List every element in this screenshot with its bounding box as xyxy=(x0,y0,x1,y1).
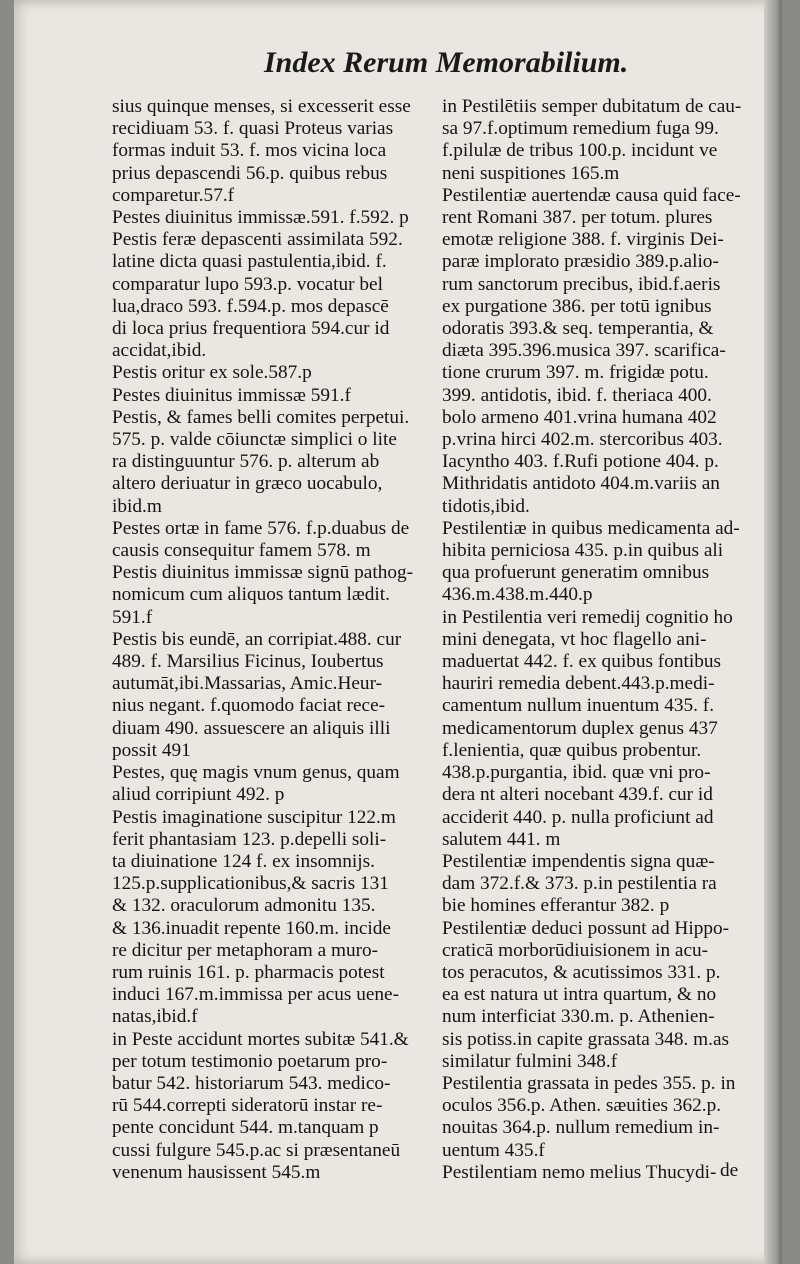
index-entry-line: rū 544.correpti sideratorū instar re- xyxy=(112,1095,383,1117)
index-entry-line: Pestes ortæ in fame 576. f.p.duabus de xyxy=(112,517,410,539)
index-entry-line: 575. p. valde cōiunctæ simplici o lite xyxy=(112,429,397,451)
index-entry-line: Mithridatis antidoto 404.m.variis an xyxy=(442,473,720,495)
index-entry-line: 438.p.purgantia, ibid. quæ vni pro- xyxy=(442,762,711,784)
index-entry-line: 436.m.438.m.440.p xyxy=(442,584,593,606)
index-entry-line: Pestis, & fames belli comites perpetui. xyxy=(112,406,410,428)
index-entry-line: bolo armeno 401.vrina humana 402 xyxy=(442,406,717,428)
index-entry-line: pente concidunt 544. m.tanquam p xyxy=(112,1117,379,1139)
index-entry-line: rum sanctorum precibus, ibid.f.aeris xyxy=(442,273,721,295)
index-entry-line: hauriri remedia debent.443.p.medi- xyxy=(442,673,715,695)
index-entry-line: ex purgatione 386. per totū ignibus xyxy=(442,295,712,317)
page xyxy=(14,0,782,1264)
index-entry-line: Pestilentiæ deduci possunt ad Hippo- xyxy=(442,917,730,939)
index-entry-line: 591.f xyxy=(112,606,153,628)
index-entry-line: lua,draco 593. f.594.p. mos depascē xyxy=(112,295,389,317)
index-entry-line: maduertat 442. f. ex quibus fontibus xyxy=(442,651,721,673)
index-entry-line: rent Romani 387. per totum. plures xyxy=(442,207,713,229)
index-entry-line: tione crurum 397. m. frigidæ potu. xyxy=(442,362,709,384)
index-entry-line: prius depascendi 56.p. quibus rebus xyxy=(112,162,388,184)
index-entry xyxy=(442,918,776,1073)
index-entry-line: possit 491 xyxy=(112,739,191,761)
index-entry-line: nius negant. f.quomodo faciat rece- xyxy=(112,695,386,717)
index-entry-line: accidat,ibid. xyxy=(112,340,207,362)
index-entry xyxy=(112,629,430,762)
index-entry-line: Pestis bis eundē, an corripiat.488. cur xyxy=(112,628,402,650)
index-entry-line: p.vrina hirci 402.m. stercoribus 403. xyxy=(442,429,723,451)
index-entry-line: diuam 490. assuescere an aliquis illi xyxy=(112,717,391,739)
index-entry-line: num interficiat 330.m. p. Athenien- xyxy=(442,1006,715,1028)
index-entry-line: hibita perniciosa 435. p.in quibus ali xyxy=(442,540,724,562)
index-entry xyxy=(112,807,430,1029)
index-entry-line: tidotis,ibid. xyxy=(442,495,530,517)
index-entry-line: acciderit 440. p. nulla proficiunt ad xyxy=(442,806,714,828)
index-entry-line: sis potiss.in capite grassata 348. m.as xyxy=(442,1028,730,1050)
index-entry-line: emotæ religione 388. f. virginis Dei- xyxy=(442,229,724,251)
index-entry xyxy=(442,185,776,518)
index-entry-line: f.pilulæ de tribus 100.p. incidunt ve xyxy=(442,140,718,162)
index-entry-line: per totum testimonio poetarum pro- xyxy=(112,1050,388,1072)
index-entry-line: ta diuinatione 124 f. ex insomnijs. xyxy=(112,850,375,872)
index-entry xyxy=(112,562,430,629)
index-entry-line: camentum nullum inuentum 435. f. xyxy=(442,695,715,717)
index-entry-line: f.lenientia, quæ quibus probentur. xyxy=(442,739,702,761)
index-entry-line: natas,ibid.f xyxy=(112,1006,198,1028)
index-entry-line: & 136.inuadit repente 160.m. incide xyxy=(112,917,391,939)
index-entry-line: Pestilentiam nemo melius Thucydi- xyxy=(442,1161,717,1183)
index-entry-line: dam 372.f.& 373. p.in pestilentia ra xyxy=(442,873,717,895)
index-entry-line: paræ implorato præsidio 389.p.alio- xyxy=(442,251,719,273)
index-entry xyxy=(442,607,776,851)
index-entry-line: Pestilentiæ auertendæ causa quid face- xyxy=(442,184,741,206)
index-entry-line: ibid.m xyxy=(112,495,162,517)
index-entry xyxy=(112,229,430,362)
index-entry-line: mini denegata, vt hoc flagello ani- xyxy=(442,628,707,650)
index-entry-line: comparatur lupo 593.p. vocatur bel xyxy=(112,273,383,295)
index-entry-line: venenum hausissent 545.m xyxy=(112,1161,321,1183)
index-entry-line: recidiuam 53. f. quasi Proteus varias xyxy=(112,118,394,140)
running-header: Index Rerum Memorabilium. xyxy=(264,46,629,79)
index-entry-line: batur 542. historiarum 543. medico- xyxy=(112,1072,391,1094)
index-entry-line: latine dicta quasi pastulentia,ibid. f. xyxy=(112,251,387,273)
index-entry-line: dera nt alteri nocebant 439.f. cur id xyxy=(442,784,713,806)
index-entry-line: autumāt,ibi.Massarias, Amic.Heur- xyxy=(112,673,383,695)
index-entry-line: Pestis diuinitus immissæ signū pathog- xyxy=(112,562,414,584)
index-entry-line: rum ruinis 161. p. pharmacis potest xyxy=(112,961,385,983)
index-entry xyxy=(112,96,430,207)
index-entry-line: similatur fulmini 348.f xyxy=(442,1050,618,1072)
index-entry-line: Pestis oritur ex sole.587.p xyxy=(112,362,312,384)
index-entry-line: causis consequitur famem 578. m xyxy=(112,540,371,562)
index-entry-line: altero deriuatur in græco uocabulo, xyxy=(112,473,383,495)
index-entry-line: nouitas 364.p. nullum remedium in- xyxy=(442,1117,720,1139)
index-entry-line: tos peracutos, & acutissimos 331. p. xyxy=(442,961,721,983)
index-entry-line: qua profuerunt generatim omnibus xyxy=(442,562,710,584)
index-entry-line: ra distinguuntur 576. p. alterum ab xyxy=(112,451,380,473)
index-entry-line: in Pestilētiis semper dubitatum de cau- xyxy=(442,96,742,117)
index-entry-line: di loca prius frequentiora 594.cur id xyxy=(112,318,390,340)
index-entry xyxy=(112,762,430,806)
index-entry-line: cussi fulgure 545.p.ac si præsentaneū xyxy=(112,1139,401,1161)
index-entry-line: Pestilentiæ in quibus medicamenta ad- xyxy=(442,517,740,539)
index-entry-line: Iacyntho 403. f.Rufi potione 404. p. xyxy=(442,451,719,473)
index-entry xyxy=(112,407,430,518)
index-entry xyxy=(112,385,430,407)
index-entry-line: 125.p.supplicationibus,& sacris 131 xyxy=(112,873,389,895)
index-entry-line: bie homines efferantur 382. p xyxy=(442,895,670,917)
index-entry-line: salutem 441. m xyxy=(442,828,561,850)
index-entry xyxy=(442,96,776,185)
index-entry-line: odoratis 393.& seq. temperantia, & xyxy=(442,318,714,340)
index-entry-line: 399. antidotis, ibid. f. theriaca 400. xyxy=(442,384,712,406)
index-entry-line: sa 97.f.optimum remedium fuga 99. xyxy=(442,118,719,140)
index-entry xyxy=(442,518,776,607)
left-column xyxy=(112,96,430,1184)
index-entry-line: Pestes diuinitus immissæ.591. f.592. p xyxy=(112,207,409,229)
index-entry-line: Pestes, quę magis vnum genus, quam xyxy=(112,762,400,784)
index-entry-line: & 132. oraculorum admonitu 135. xyxy=(112,895,376,917)
index-entry-line: 489. f. Marsilius Ficinus, Ioubertus xyxy=(112,651,384,673)
index-entry xyxy=(112,1029,430,1184)
catchword: de xyxy=(720,1160,739,1181)
index-entry-line: craticā morborūdiuisionem in acu- xyxy=(442,939,709,961)
index-entry-line: neni suspitiones 165.m xyxy=(442,162,620,184)
index-entry-line: in Pestilentia veri remedij cognitio ho xyxy=(442,606,733,628)
index-entry-line: nomicum cum aliquos tantum lædit. xyxy=(112,584,390,606)
index-entry-line: Pestes diuinitus immissæ 591.f xyxy=(112,384,351,406)
index-entry xyxy=(112,518,430,562)
index-entry-line: re dicitur per metaphoram a muro- xyxy=(112,939,379,961)
index-entry xyxy=(442,851,776,918)
index-entry-line: sius quinque menses, si excesserit esse xyxy=(112,96,411,117)
index-entry-line: Pestilentia grassata in pedes 355. p. in xyxy=(442,1072,736,1094)
index-entry-line: aliud corripiunt 492. p xyxy=(112,784,285,806)
index-entry-line: ferit phantasiam 123. p.depelli soli- xyxy=(112,828,387,850)
right-column xyxy=(442,96,776,1184)
index-entry xyxy=(442,1073,776,1162)
index-entry-line: Pestis feræ depascenti assimilata 592. xyxy=(112,229,403,251)
index-entry-line: Pestis imaginatione suscipitur 122.m xyxy=(112,806,396,828)
index-entry-line: in Peste accidunt mortes subitæ 541.& xyxy=(112,1028,409,1050)
index-entry-line: oculos 356.p. Athen. sæuities 362.p. xyxy=(442,1095,722,1117)
index-entry-line: diæta 395.396.musica 397. scarifica- xyxy=(442,340,726,362)
index-entry xyxy=(112,207,430,229)
index-entry-line: comparetur.57.f xyxy=(112,184,235,206)
index-entry-line: Pestilentiæ impendentis signa quæ- xyxy=(442,850,715,872)
index-entry-line: ea est natura ut intra quartum, & no xyxy=(442,984,717,1006)
index-entry-line: formas induit 53. f. mos vicina loca xyxy=(112,140,387,162)
index-entry-line: medicamentorum duplex genus 437 xyxy=(442,717,718,739)
index-entry xyxy=(112,362,430,384)
index-entry-line: induci 167.m.immissa per acus uene- xyxy=(112,984,400,1006)
index-entry-line: uentum 435.f xyxy=(442,1139,545,1161)
